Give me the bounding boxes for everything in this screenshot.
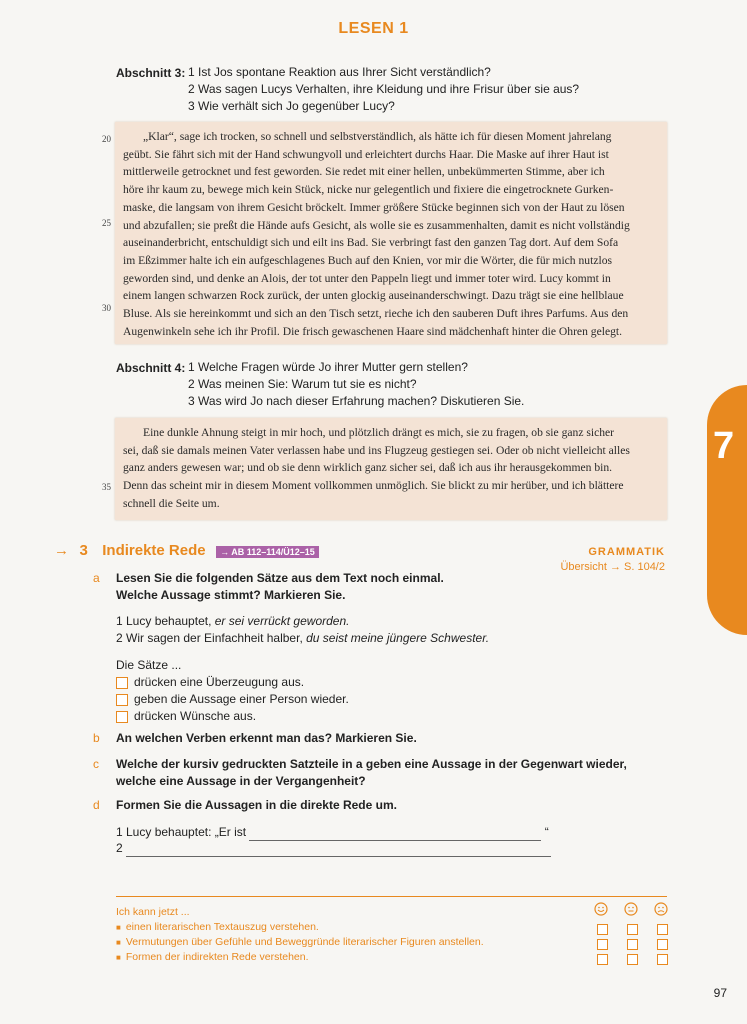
rating-checkbox[interactable]	[657, 924, 668, 935]
text-line: im Eßzimmer halte ich ein aufgeschlagenes Buch auf den Knien, vor mir die Wörter, die für mich nutzlos	[123, 253, 612, 267]
self-assessment	[116, 905, 596, 965]
bullet-icon: ■	[116, 938, 121, 947]
self-assessment-item	[116, 950, 596, 965]
sentence-italic: du seist meine jüngere Schwester.	[306, 631, 490, 645]
option-label: geben die Aussage einer Person wieder.	[134, 692, 349, 706]
example-sentence-1	[116, 613, 656, 630]
text-line: geworden sind, und denke an Alois, der tot unter den Pappeln liegt und immer toter wird. Lucy kommt in	[123, 271, 611, 285]
page-title: LESEN 1	[338, 20, 409, 37]
literary-excerpt-2	[115, 418, 667, 520]
text-line: ganz anders gewesen war; und ob sie denn wirklich ganz sicher sei, daß ich aus ihr herausgekommen bin.	[123, 461, 613, 475]
answer-line-2	[116, 840, 551, 857]
line-number: 20	[102, 134, 111, 144]
item-text: einen literarischen Textauszug verstehen.	[125, 921, 319, 933]
rating-checkbox[interactable]	[597, 954, 608, 965]
task-letter-d: d	[93, 798, 100, 812]
neutral-face-icon	[624, 902, 638, 916]
text-line: und abzufallen; sie preßt die Hände aufs Gesicht, als wolle sie es zusammenhalten, damit es nicht vollständig	[123, 218, 630, 232]
self-assessment-item	[116, 935, 596, 950]
arrow-icon: →	[54, 542, 69, 559]
rating-checkbox[interactable]	[597, 924, 608, 935]
task-b: An welchen Verben erkennt man das? Markieren Sie.	[116, 731, 417, 745]
option-label: drücken eine Überzeugung aus.	[134, 675, 305, 689]
rating-checkbox[interactable]	[657, 939, 668, 950]
chapter-tab	[707, 385, 747, 635]
text-line: Bluse. Als sie hereinkommt und sich an den Tisch setzt, rieche ich den sauberen Duft ihres Parfums. Aus den	[123, 307, 629, 321]
uebersicht-reference: Übersicht → S. 104/2	[560, 561, 665, 573]
checkbox[interactable]	[116, 711, 128, 723]
task-letter-a: a	[93, 571, 100, 585]
rating-checkbox[interactable]	[627, 954, 638, 965]
section-3-heading	[54, 542, 319, 560]
task-c	[116, 756, 656, 790]
abschnitt-3-questions	[188, 64, 708, 115]
option-row[interactable]	[116, 691, 656, 708]
happy-face-icon	[594, 902, 608, 916]
checkbox[interactable]	[116, 694, 128, 706]
task-c-text: Welche der kursiv gedruckten Satzteile in a geben eine Aussage in der Gegenwart wieder,	[116, 757, 627, 771]
abschnitt-4-questions	[188, 359, 708, 410]
task-d: Formen Sie die Aussagen in die direkte Rede um.	[116, 798, 397, 812]
text-line: Eine dunkle Ahnung steigt in mir hoch, und plötzlich drängt es mich, sie zu fragen, ob sie ganz sicher	[143, 426, 615, 439]
self-assessment-heading: Ich kann jetzt ...	[116, 906, 190, 918]
answer-prefix: 2	[116, 841, 123, 855]
text-line: geübt. Sie fährt sich mit der Hand schwungvoll und erleichtert durchs Haar. Die Maske auf ihrer Haut ist	[123, 147, 609, 161]
line-number: 35	[102, 482, 111, 492]
self-assessment-item	[116, 920, 596, 935]
answer-prefix: 1 Lucy behauptet: „Er ist	[116, 825, 247, 839]
abschnitt-4	[116, 359, 185, 377]
sentence-text: 1 Lucy behauptet,	[116, 614, 215, 628]
question: 2 Was meinen Sie: Warum tut sie es nicht?	[188, 377, 417, 391]
question: 3 Wie verhält sich Jo gegenüber Lucy?	[188, 99, 395, 113]
abschnitt-4-label: Abschnitt 4:	[116, 361, 186, 375]
options-intro: Die Sätze ...	[116, 658, 182, 672]
line-number: 30	[102, 303, 111, 313]
text-line: sei, daß sie damals meinen Vater verlassen habe und ins Flugzeug gestiegen sei. Oder ob nicht vielleicht alles	[123, 443, 630, 457]
abschnitt-3-label: Abschnitt 3:	[116, 66, 186, 80]
abschnitt-3	[116, 64, 185, 82]
example-sentence-2	[116, 630, 656, 647]
text-line: Denn das scheint mir in diesem Moment vollkommen unmöglich. Sie blickt zu mir herüber, und ich blättere	[123, 479, 624, 493]
task-c-text: welche eine Aussage in der Vergangenheit?	[116, 774, 366, 788]
section-title: Indirekte Rede	[102, 542, 206, 559]
item-text: Formen der indirekten Rede verstehen.	[125, 951, 309, 963]
rating-checkbox[interactable]	[627, 939, 638, 950]
option-row[interactable]	[116, 674, 656, 691]
sentence-italic: er sei verrückt geworden.	[214, 614, 350, 628]
divider	[116, 896, 667, 897]
workbook-reference: → AB 112–114/Ü12–15	[216, 546, 319, 558]
bullet-icon: ■	[116, 953, 121, 962]
chapter-number: 7	[713, 425, 735, 467]
task-a-instruction: Lesen Sie die folgenden Sätze aus dem Text noch einmal.	[116, 571, 444, 585]
answer-line-1	[116, 824, 549, 841]
bullet-icon: ■	[116, 923, 121, 932]
section-number: 3	[79, 542, 88, 559]
text-line: Augenwinkeln sehe ich ihr Profil. Die frisch gewaschenen Haare sind mädchenhaft hinter die Ohren gelegt.	[123, 324, 623, 338]
text-line: schnell die Seite um.	[123, 496, 220, 510]
rating-checkbox[interactable]	[597, 939, 608, 950]
checkbox[interactable]	[116, 677, 128, 689]
text-line: auseinanderbricht, entschuldigt sich und eilt ins Bad. Sie verbringt fast den ganzen Tag dort. Auf dem Sofa	[123, 236, 619, 250]
question: 2 Was sagen Lucys Verhalten, ihre Kleidung und ihre Frisur über sie aus?	[188, 82, 580, 96]
task-a-instruction: Welche Aussage stimmt? Markieren Sie.	[116, 588, 346, 602]
literary-excerpt-1	[115, 122, 667, 344]
sentence-text: 2 Wir sagen der Einfachheit halber,	[116, 631, 307, 645]
task-letter-c: c	[93, 757, 99, 771]
item-text: Vermutungen über Gefühle und Beweggründe literarischer Figuren anstellen.	[125, 936, 484, 948]
text-line: maske, die langsam von ihrem Gesicht bröckelt. Immer größere Stücke beginnen sich von der Haut zu lösen	[123, 200, 625, 214]
grammatik-label: GRAMMATIK	[588, 546, 665, 558]
line-number: 25	[102, 218, 111, 228]
text-line: „Klar“, sage ich trocken, so schnell und selbstverständlich, als hätte ich für diesen Moment jahrelang	[143, 130, 612, 143]
sad-face-icon	[654, 902, 668, 916]
answer-field-2[interactable]	[126, 844, 551, 857]
task-letter-b: b	[93, 731, 100, 745]
rating-checkbox[interactable]	[657, 954, 668, 965]
option-label: drücken Wünsche aus.	[134, 709, 257, 723]
text-line: einem langen schwarzen Rock zurück, der unten glockig auseinanderschwingt. Dazu trägt sie eine hellblaue	[123, 289, 624, 303]
text-line: höre ihr kaum zu, bewege mich kein Stück, nicke nur gelegentlich und fixiere die eingetrocknete Gurken-	[123, 183, 614, 197]
page-number: 97	[713, 986, 727, 1000]
answer-suffix: “	[544, 825, 549, 839]
option-row[interactable]	[116, 708, 656, 725]
text-line: mittlerweile getrocknet und fest geworden. Sie redet mit einer hellen, unbekümmerten Stimme, aber ich	[123, 165, 605, 179]
question: 3 Was wird Jo nach dieser Erfahrung machen? Diskutieren Sie.	[188, 394, 525, 408]
question: 1 Welche Fragen würde Jo ihrer Mutter gern stellen?	[188, 360, 468, 374]
task-a	[116, 570, 656, 725]
rating-checkbox[interactable]	[627, 924, 638, 935]
question: 1 Ist Jos spontane Reaktion aus Ihrer Sicht verständlich?	[188, 65, 491, 79]
